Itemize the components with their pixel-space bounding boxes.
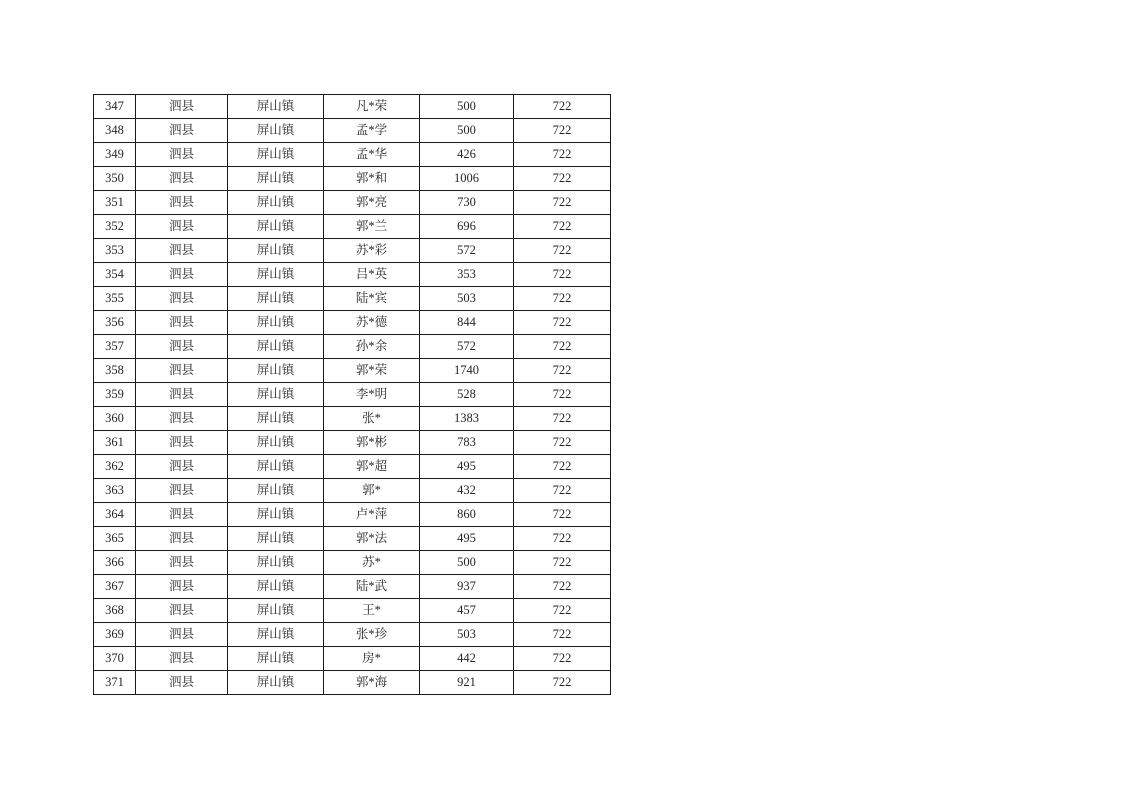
cell-row-number: 349 [94,143,136,167]
cell-row-number: 368 [94,599,136,623]
cell-code: 722 [514,239,611,263]
cell-amount: 528 [420,383,514,407]
cell-code: 722 [514,407,611,431]
cell-county: 泗县 [136,503,228,527]
cell-name: 孟*学 [324,119,420,143]
cell-name: 陆*宾 [324,287,420,311]
cell-name: 吕*英 [324,263,420,287]
cell-amount: 442 [420,647,514,671]
table-row [94,575,611,599]
cell-amount: 1383 [420,407,514,431]
cell-row-number: 363 [94,479,136,503]
cell-amount: 432 [420,479,514,503]
cell-amount: 1740 [420,359,514,383]
cell-town: 屏山镇 [228,263,324,287]
cell-code: 722 [514,503,611,527]
cell-code: 722 [514,263,611,287]
cell-county: 泗县 [136,527,228,551]
cell-county: 泗县 [136,287,228,311]
cell-row-number: 347 [94,95,136,119]
cell-code: 722 [514,311,611,335]
cell-town: 屏山镇 [228,503,324,527]
cell-name: 卢*萍 [324,503,420,527]
table-row [94,479,611,503]
cell-row-number: 352 [94,215,136,239]
table-row [94,119,611,143]
cell-town: 屏山镇 [228,479,324,503]
cell-county: 泗县 [136,191,228,215]
cell-amount: 730 [420,191,514,215]
table-row [94,311,611,335]
cell-county: 泗县 [136,119,228,143]
cell-town: 屏山镇 [228,359,324,383]
cell-town: 屏山镇 [228,335,324,359]
cell-county: 泗县 [136,167,228,191]
cell-row-number: 360 [94,407,136,431]
cell-name: 郭* [324,479,420,503]
cell-amount: 500 [420,95,514,119]
table-row [94,431,611,455]
cell-amount: 921 [420,671,514,695]
cell-code: 722 [514,431,611,455]
table-row [94,623,611,647]
cell-town: 屏山镇 [228,311,324,335]
cell-code: 722 [514,527,611,551]
cell-row-number: 361 [94,431,136,455]
cell-row-number: 357 [94,335,136,359]
cell-name: 孙*余 [324,335,420,359]
cell-town: 屏山镇 [228,647,324,671]
cell-name: 郭*和 [324,167,420,191]
cell-county: 泗县 [136,647,228,671]
cell-code: 722 [514,143,611,167]
cell-row-number: 358 [94,359,136,383]
cell-name: 苏*彩 [324,239,420,263]
cell-amount: 426 [420,143,514,167]
cell-row-number: 351 [94,191,136,215]
table-row [94,407,611,431]
cell-code: 722 [514,119,611,143]
cell-town: 屏山镇 [228,575,324,599]
cell-county: 泗县 [136,551,228,575]
cell-code: 722 [514,287,611,311]
cell-town: 屏山镇 [228,623,324,647]
cell-county: 泗县 [136,383,228,407]
cell-county: 泗县 [136,359,228,383]
cell-amount: 860 [420,503,514,527]
table-row [94,551,611,575]
cell-county: 泗县 [136,95,228,119]
cell-code: 722 [514,479,611,503]
cell-code: 722 [514,455,611,479]
cell-name: 郭*超 [324,455,420,479]
cell-row-number: 350 [94,167,136,191]
cell-row-number: 369 [94,623,136,647]
cell-code: 722 [514,191,611,215]
cell-county: 泗县 [136,311,228,335]
cell-amount: 696 [420,215,514,239]
cell-county: 泗县 [136,671,228,695]
cell-amount: 572 [420,239,514,263]
cell-amount: 500 [420,551,514,575]
cell-amount: 503 [420,623,514,647]
cell-amount: 353 [420,263,514,287]
cell-code: 722 [514,647,611,671]
cell-town: 屏山镇 [228,455,324,479]
cell-town: 屏山镇 [228,407,324,431]
table-row [94,599,611,623]
cell-code: 722 [514,167,611,191]
cell-row-number: 367 [94,575,136,599]
cell-name: 郭*荣 [324,359,420,383]
cell-row-number: 371 [94,671,136,695]
cell-row-number: 365 [94,527,136,551]
cell-town: 屏山镇 [228,167,324,191]
cell-row-number: 359 [94,383,136,407]
cell-town: 屏山镇 [228,95,324,119]
cell-code: 722 [514,575,611,599]
cell-code: 722 [514,95,611,119]
cell-amount: 937 [420,575,514,599]
cell-town: 屏山镇 [228,119,324,143]
cell-town: 屏山镇 [228,143,324,167]
cell-county: 泗县 [136,143,228,167]
cell-name: 郭*海 [324,671,420,695]
cell-code: 722 [514,599,611,623]
cell-name: 王* [324,599,420,623]
table-row [94,287,611,311]
cell-town: 屏山镇 [228,551,324,575]
table-body [94,95,611,695]
cell-row-number: 364 [94,503,136,527]
table-row [94,335,611,359]
cell-county: 泗县 [136,575,228,599]
table-row [94,671,611,695]
cell-county: 泗县 [136,599,228,623]
cell-amount: 1006 [420,167,514,191]
cell-amount: 495 [420,527,514,551]
cell-county: 泗县 [136,431,228,455]
cell-town: 屏山镇 [228,191,324,215]
table-row [94,167,611,191]
cell-name: 郭*兰 [324,215,420,239]
cell-amount: 783 [420,431,514,455]
cell-amount: 457 [420,599,514,623]
cell-amount: 500 [420,119,514,143]
cell-county: 泗县 [136,407,228,431]
table-row [94,455,611,479]
cell-code: 722 [514,623,611,647]
cell-county: 泗县 [136,335,228,359]
table-row [94,263,611,287]
table-row [94,239,611,263]
data-table [93,94,611,695]
table-row [94,359,611,383]
table-row [94,95,611,119]
table-row [94,647,611,671]
cell-name: 李*明 [324,383,420,407]
table-row [94,215,611,239]
cell-town: 屏山镇 [228,215,324,239]
table-row [94,503,611,527]
cell-row-number: 353 [94,239,136,263]
cell-amount: 503 [420,287,514,311]
cell-town: 屏山镇 [228,431,324,455]
cell-row-number: 362 [94,455,136,479]
cell-town: 屏山镇 [228,527,324,551]
cell-town: 屏山镇 [228,239,324,263]
cell-county: 泗县 [136,239,228,263]
cell-row-number: 370 [94,647,136,671]
cell-town: 屏山镇 [228,599,324,623]
cell-county: 泗县 [136,479,228,503]
cell-name: 张* [324,407,420,431]
table-row [94,527,611,551]
cell-row-number: 348 [94,119,136,143]
cell-code: 722 [514,671,611,695]
cell-name: 郭*亮 [324,191,420,215]
cell-name: 孟*华 [324,143,420,167]
cell-code: 722 [514,335,611,359]
cell-town: 屏山镇 [228,671,324,695]
table-row [94,143,611,167]
cell-county: 泗县 [136,455,228,479]
cell-amount: 844 [420,311,514,335]
cell-town: 屏山镇 [228,383,324,407]
cell-code: 722 [514,359,611,383]
table-row [94,191,611,215]
cell-code: 722 [514,383,611,407]
cell-county: 泗县 [136,263,228,287]
cell-name: 郭*彬 [324,431,420,455]
cell-county: 泗县 [136,215,228,239]
cell-row-number: 354 [94,263,136,287]
cell-amount: 572 [420,335,514,359]
cell-name: 苏*德 [324,311,420,335]
cell-county: 泗县 [136,623,228,647]
cell-name: 张*珍 [324,623,420,647]
cell-name: 陆*武 [324,575,420,599]
cell-amount: 495 [420,455,514,479]
cell-row-number: 355 [94,287,136,311]
cell-name: 苏* [324,551,420,575]
cell-town: 屏山镇 [228,287,324,311]
cell-name: 凡*荣 [324,95,420,119]
cell-code: 722 [514,215,611,239]
cell-code: 722 [514,551,611,575]
table-row [94,383,611,407]
cell-row-number: 356 [94,311,136,335]
cell-name: 郭*法 [324,527,420,551]
cell-row-number: 366 [94,551,136,575]
cell-name: 房* [324,647,420,671]
